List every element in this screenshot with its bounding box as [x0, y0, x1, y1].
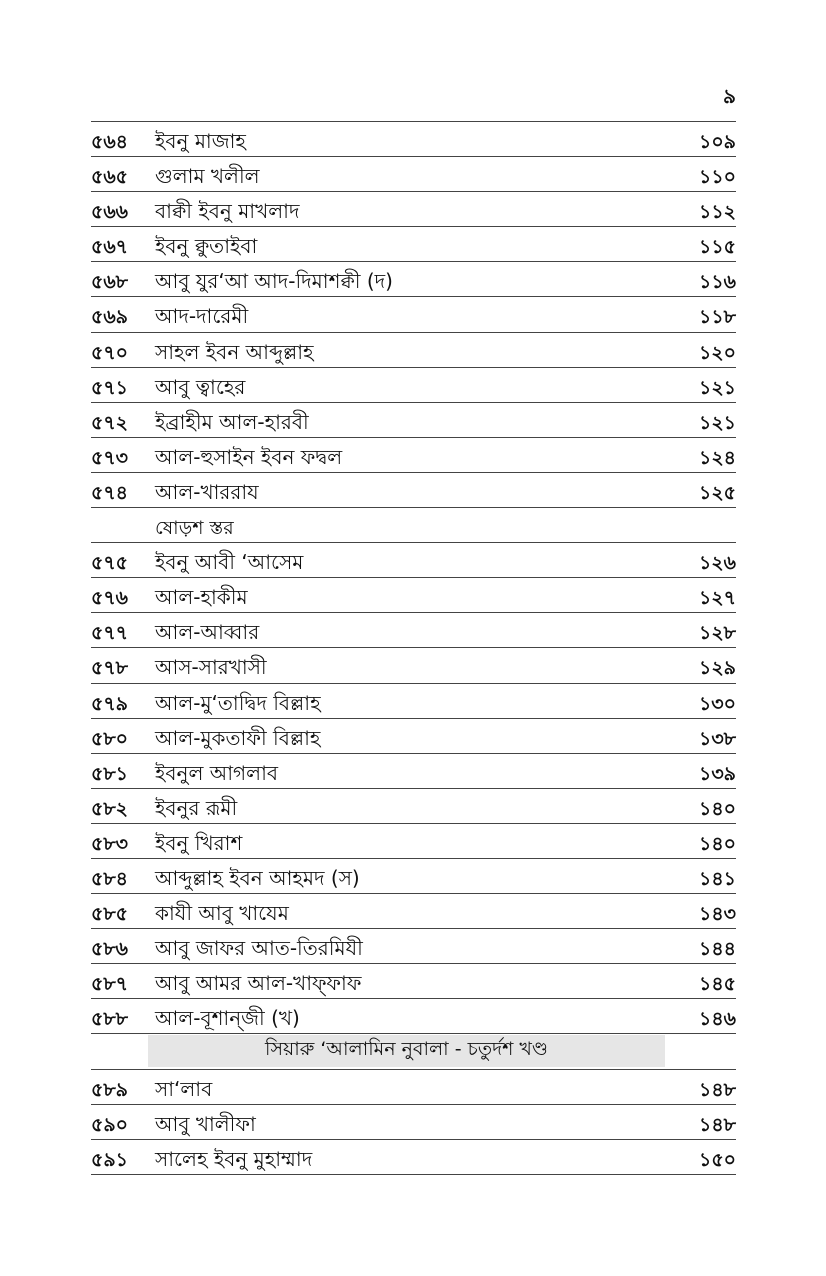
- entry-title: আস-সারখাসী: [155, 655, 267, 680]
- entry-page: ১৪০: [698, 832, 736, 855]
- entry-title: বাক্বী ইবনু মাখলাদ: [155, 199, 300, 224]
- entry-title: কাযী আবু খাযেম: [155, 901, 289, 926]
- entry-number: ৫৭০: [91, 341, 129, 364]
- entry-title: আবু জাফর আত-তিরমিযী: [155, 936, 363, 961]
- entry-number: ৫৮০: [91, 727, 129, 750]
- entry-page: ১৪৪: [699, 938, 736, 961]
- toc-entry: [91, 894, 736, 929]
- entry-number: ৫৮৫: [91, 903, 128, 926]
- entry-number: ৫৭৮: [91, 657, 129, 680]
- entry-number: ৫৭৫: [91, 552, 129, 575]
- toc-entry: [91, 192, 736, 227]
- entry-title: আবু আমর আল-খাফ্ফাফ: [155, 971, 362, 996]
- toc-entry: [91, 157, 736, 192]
- entry-page: ১২৬: [698, 552, 736, 575]
- entry-title: আল-হাকীম: [155, 585, 248, 610]
- entry-page: ১৪১: [699, 867, 736, 890]
- entry-title: আব্দুল্লাহ ইবন আহমদ (স): [155, 865, 360, 890]
- entry-title: ইবনু খিরাশ: [155, 830, 243, 855]
- entry-page: ১৪৩: [698, 903, 736, 926]
- entry-page: ১২০: [698, 341, 736, 364]
- toc-entry: [91, 403, 736, 438]
- section-heading-row: [91, 508, 736, 543]
- toc-entry: [91, 999, 736, 1034]
- toc-entry: [91, 824, 736, 859]
- entry-title: ইবনুর রূমী: [155, 795, 238, 820]
- entry-title: সালেহ ইবনু মুহাম্মাদ: [155, 1146, 313, 1171]
- entry-page: ১৩০: [698, 692, 736, 715]
- entry-number: ৫৮৪: [91, 867, 128, 890]
- toc-entry: [91, 333, 736, 368]
- entry-page: ১২৮: [698, 622, 736, 645]
- entry-number: ৫৬৯: [91, 306, 129, 329]
- entry-title: ইব্রাহীম আল-হারবী: [155, 409, 309, 434]
- toc-entry: [91, 297, 736, 332]
- toc-entry: [91, 122, 736, 157]
- entry-page: ১৩৮: [698, 727, 736, 750]
- entry-title: আল-মুকতাফী বিল্লাহ: [155, 725, 321, 750]
- entry-page: ১১২: [698, 201, 736, 224]
- toc-entry: [91, 754, 736, 789]
- entry-title: আল-খাররায: [155, 479, 259, 504]
- entry-page: ১২১: [698, 411, 736, 434]
- entry-title: আল-আব্বার: [155, 620, 260, 645]
- entry-number: ৫৯১: [91, 1148, 128, 1171]
- toc-entry: [91, 438, 736, 473]
- entry-title: আল-হুসাইন ইবন ফদ্বল: [155, 444, 343, 469]
- toc-entry: [91, 578, 736, 613]
- entry-number: ৫৬৫: [91, 166, 129, 189]
- toc-entry: [91, 859, 736, 894]
- entry-title: ইবনু ক্বুতাইবা: [155, 234, 258, 259]
- entry-number: ৫৭৩: [91, 446, 129, 469]
- entry-page: ১৪৮: [699, 1078, 736, 1101]
- entry-page: ১১০: [698, 166, 736, 189]
- entry-page: ১৫০: [698, 1148, 736, 1171]
- entry-title: ইবনু মাজাহ: [155, 129, 246, 153]
- entry-number: ৫৮৮: [91, 1008, 128, 1031]
- entry-number: ৫৭৬: [91, 587, 129, 610]
- toc-entry: [91, 227, 736, 262]
- entry-page: ১৪৮: [699, 1113, 736, 1136]
- section-title: ষোড়শ স্তর: [155, 517, 234, 540]
- entry-number: ৫৭২: [91, 411, 129, 434]
- entry-number: ৫৬৬: [91, 201, 129, 224]
- entry-title: সা‘লাব: [155, 1076, 213, 1101]
- entry-number: ৫৮৬: [91, 938, 129, 961]
- page-number: ৯: [723, 84, 736, 108]
- entry-title: আদ-দারেমী: [155, 304, 249, 329]
- entry-title: আল-মু‘তাদ্বিদ বিল্লাহ: [155, 690, 321, 715]
- entry-title: গুলাম খলীল: [155, 164, 260, 189]
- entry-number: ৫৭৭: [91, 622, 129, 645]
- entry-number: ৫৮৩: [91, 832, 129, 855]
- entry-number: ৫৬৭: [91, 236, 129, 259]
- entry-number: ৫৮২: [91, 797, 129, 820]
- toc-entry: [91, 543, 736, 578]
- entry-page: ১২৯: [698, 657, 736, 680]
- entry-page: ১৪০: [698, 797, 736, 820]
- toc-entry: [91, 789, 736, 824]
- toc-entry: [91, 1140, 736, 1175]
- entry-number: ৫৭১: [91, 376, 129, 399]
- entry-number: ৫৭৪: [91, 481, 129, 504]
- entry-title: সাহল ইবন আব্দুল্লাহ: [155, 339, 314, 364]
- entry-number: ৫৮১: [91, 762, 128, 785]
- entry-number: ৫৬৪: [91, 131, 129, 153]
- toc-entry: [91, 684, 736, 719]
- entry-page: ১২৪: [698, 446, 736, 469]
- entry-page: ১৩৯: [698, 762, 736, 785]
- entry-number: ৫৮৭: [91, 973, 129, 996]
- entry-title: আবু খালীফা: [155, 1111, 256, 1136]
- entry-title: আল-বূশান্জী (খ): [155, 1006, 300, 1031]
- toc-entry: [91, 1070, 736, 1105]
- toc-entry: [91, 648, 736, 683]
- entry-page: ১৪৬: [698, 1008, 736, 1031]
- volume-title: সিয়ারু ‘আলামিন নুবালা - চতুর্দশ খণ্ড: [148, 1035, 665, 1067]
- toc-entry: [91, 719, 736, 754]
- entry-page: ১২৭: [698, 587, 736, 610]
- entry-page: ১১৮: [699, 306, 736, 329]
- entry-title: ইবনুল আগলাব: [155, 760, 279, 785]
- entry-page: ১২৫: [698, 481, 736, 504]
- toc-entry: [91, 1105, 736, 1140]
- entry-page: ১২১: [698, 376, 736, 399]
- volume-heading-row: [91, 1034, 736, 1069]
- entry-title: আবু ত্বাহের: [155, 374, 246, 399]
- toc-entry: [91, 262, 736, 297]
- entry-number: ৫৮৯: [91, 1078, 128, 1101]
- entry-page: ১০৯: [698, 131, 736, 153]
- table-of-contents: [91, 121, 736, 1175]
- toc-entry: [91, 368, 736, 403]
- entry-title: ইবনু আবী ‘আসেম: [155, 550, 304, 575]
- entry-page: ১৪৫: [699, 973, 736, 996]
- entry-number: ৫৬৮: [91, 271, 129, 294]
- entry-number: ৫৯০: [91, 1113, 129, 1136]
- entry-title: আবু যুর‘আ আদ-দিমাশক্বী (দ): [155, 269, 393, 294]
- entry-number: ৫৭৯: [91, 692, 129, 715]
- toc-entry: [91, 929, 736, 964]
- toc-entry: [91, 473, 736, 508]
- toc-entry: [91, 613, 736, 648]
- entry-page: ১১৬: [698, 271, 736, 294]
- entry-page: ১১৫: [699, 236, 736, 259]
- toc-entry: [91, 964, 736, 999]
